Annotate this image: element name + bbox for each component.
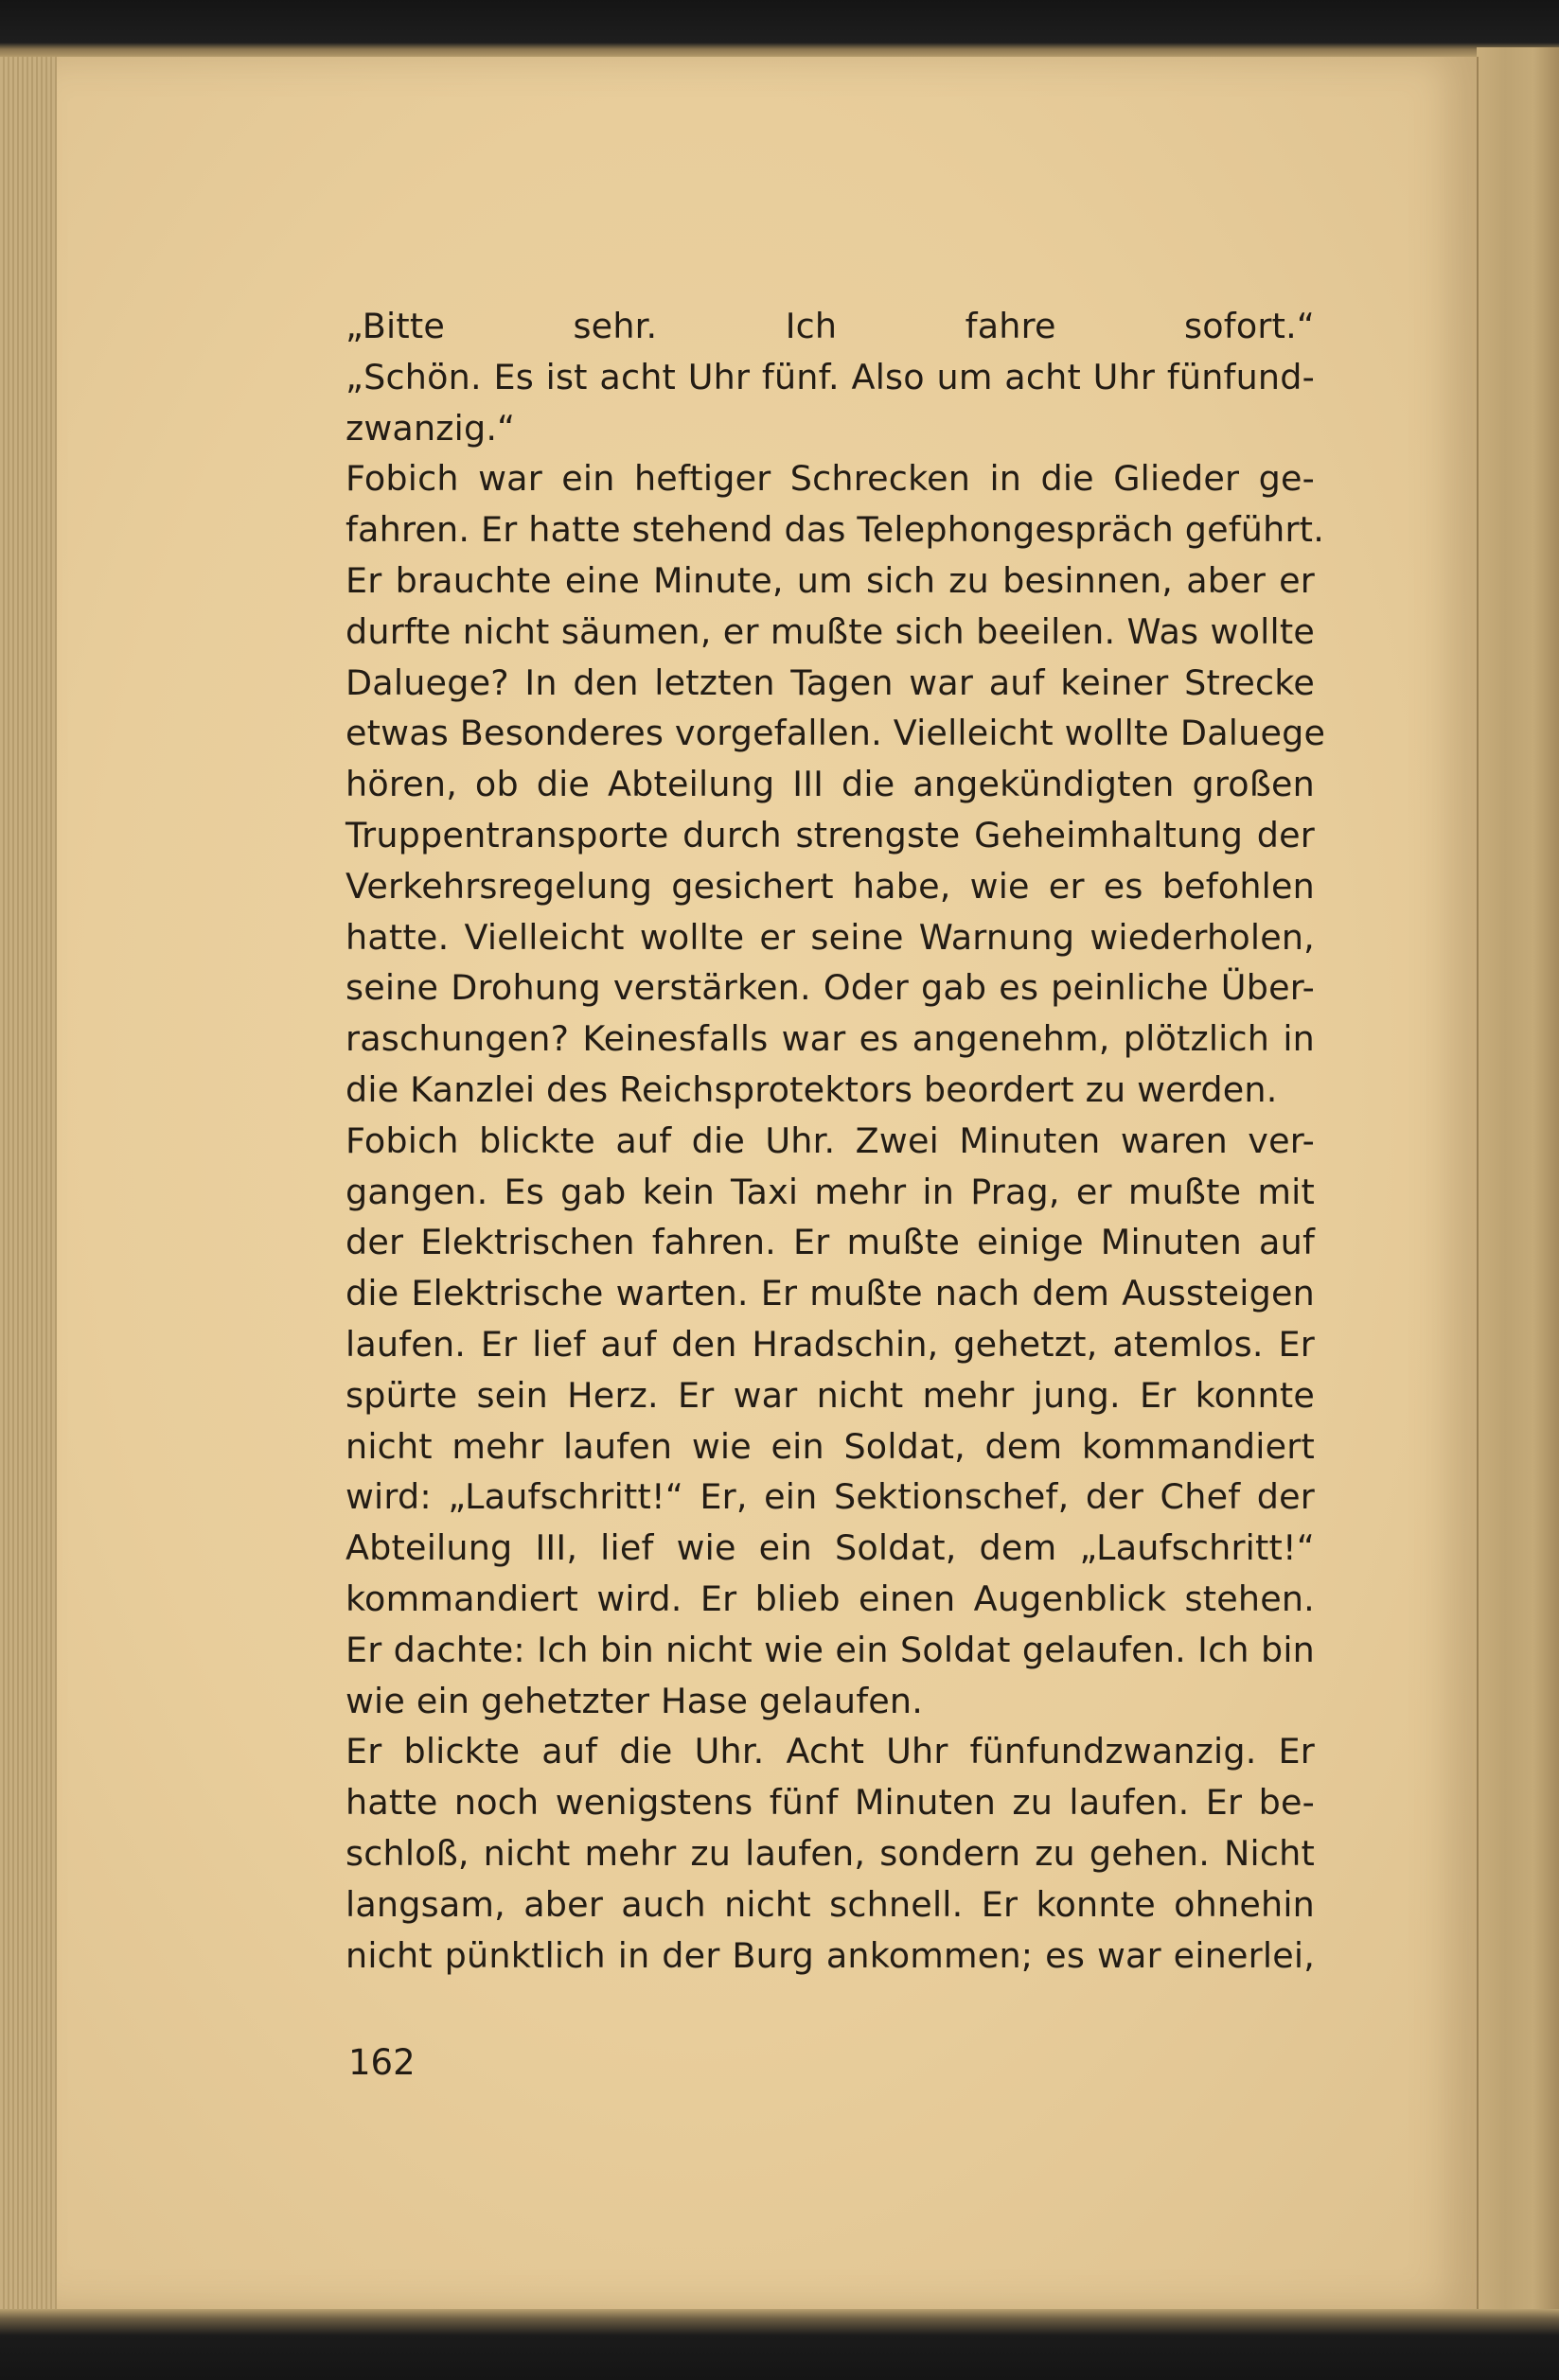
text-line: Truppentransporte durch strengste Geheimhaltung der (345, 814, 1315, 855)
text-line: Er brauchte eine Minute, um sich zu besinnen, aber er (345, 559, 1315, 601)
text-line: nicht mehr laufen wie ein Soldat, dem kommandiert (345, 1425, 1315, 1467)
text-line: „Bitte sehr. Ich fahre sofort.“ (345, 306, 1315, 346)
text-line: schloß, nicht mehr zu laufen, sondern zu gehen. Nicht (345, 1832, 1315, 1874)
text-line: wie ein gehetzter Hase gelaufen. (345, 1680, 924, 1721)
text-line: langsam, aber auch nicht schnell. Er konnte ohnehin (345, 1883, 1315, 1925)
text-line: raschungen? Keinesfalls war es angenehm, plötzlich in (345, 1018, 1315, 1060)
text-line: spürte sein Herz. Er war nicht mehr jung. Er konnte (345, 1374, 1315, 1416)
text-line: Er dachte: Ich bin nicht wie ein Soldat gelaufen. Ich bin (345, 1629, 1315, 1670)
text-line: die Elektrische warten. Er mußte nach dem Aussteigen (345, 1273, 1315, 1314)
text-line: Abteilung III, lief wie ein Soldat, dem „Laufschritt!“ (345, 1527, 1315, 1569)
text-line: nicht pünktlich in der Burg ankommen; es war einerlei, (345, 1934, 1315, 1976)
text-line: etwas Besonderes vorgefallen. Vielleicht wollte Daluege (345, 713, 1326, 754)
text-line: kommandiert wird. Er blieb einen Augenblick stehen. (345, 1578, 1315, 1619)
book-bottom-edge (0, 2309, 1559, 2380)
text-line: fahren. Er hatte stehend das Telephongespräch geführt. (345, 509, 1324, 551)
text-line: gangen. Es gab kein Taxi mehr in Prag, er mußte mit (345, 1171, 1315, 1212)
book-top-edge (0, 0, 1559, 57)
text-line: hatte. Vielleicht wollte er seine Warnung wiederholen, (345, 916, 1315, 958)
text-line: „Schön. Es ist acht Uhr fünf. Also um acht Uhr fünfund- (345, 356, 1315, 397)
text-line: durfte nicht säumen, er mußte sich beeilen. Was wollte (345, 610, 1315, 652)
text-line: die Kanzlei des Reichsprotektors beordert zu werden. (345, 1068, 1278, 1110)
text-line: der Elektrischen fahren. Er mußte einige Minuten auf (345, 1222, 1315, 1263)
text-line: laufen. Er lief auf den Hradschin, gehetzt, atemlos. Er (345, 1323, 1315, 1365)
body-text (345, 301, 1326, 1981)
text-line: hatte noch wenigstens fünf Minuten zu laufen. Er be- (345, 1782, 1315, 1824)
text-line: hören, ob die Abteilung III die angekündigten großen (345, 764, 1315, 805)
page-number: 162 (348, 2042, 416, 2083)
page-fold-line (1477, 57, 1479, 2309)
page-right-edge (1477, 47, 1559, 2318)
text-line: wird: „Laufschritt!“ Er, ein Sektionschef, der Chef der (345, 1476, 1315, 1518)
text-line: Fobich blickte auf die Uhr. Zwei Minuten waren ver- (345, 1119, 1315, 1161)
text-line: zwanzig.“ (345, 407, 516, 449)
text-line: Fobich war ein heftiger Schrecken in die Glieder ge- (345, 458, 1315, 500)
text-line: seine Drohung verstärken. Oder gab es peinliche Über- (345, 967, 1315, 1009)
text-line: Er blickte auf die Uhr. Acht Uhr fünfundzwanzig. Er (345, 1731, 1315, 1772)
text-line: Verkehrsregelung gesichert habe, wie er es befohlen (345, 865, 1315, 907)
text-line: Daluege? In den letzten Tagen war auf keiner Strecke (345, 661, 1315, 703)
